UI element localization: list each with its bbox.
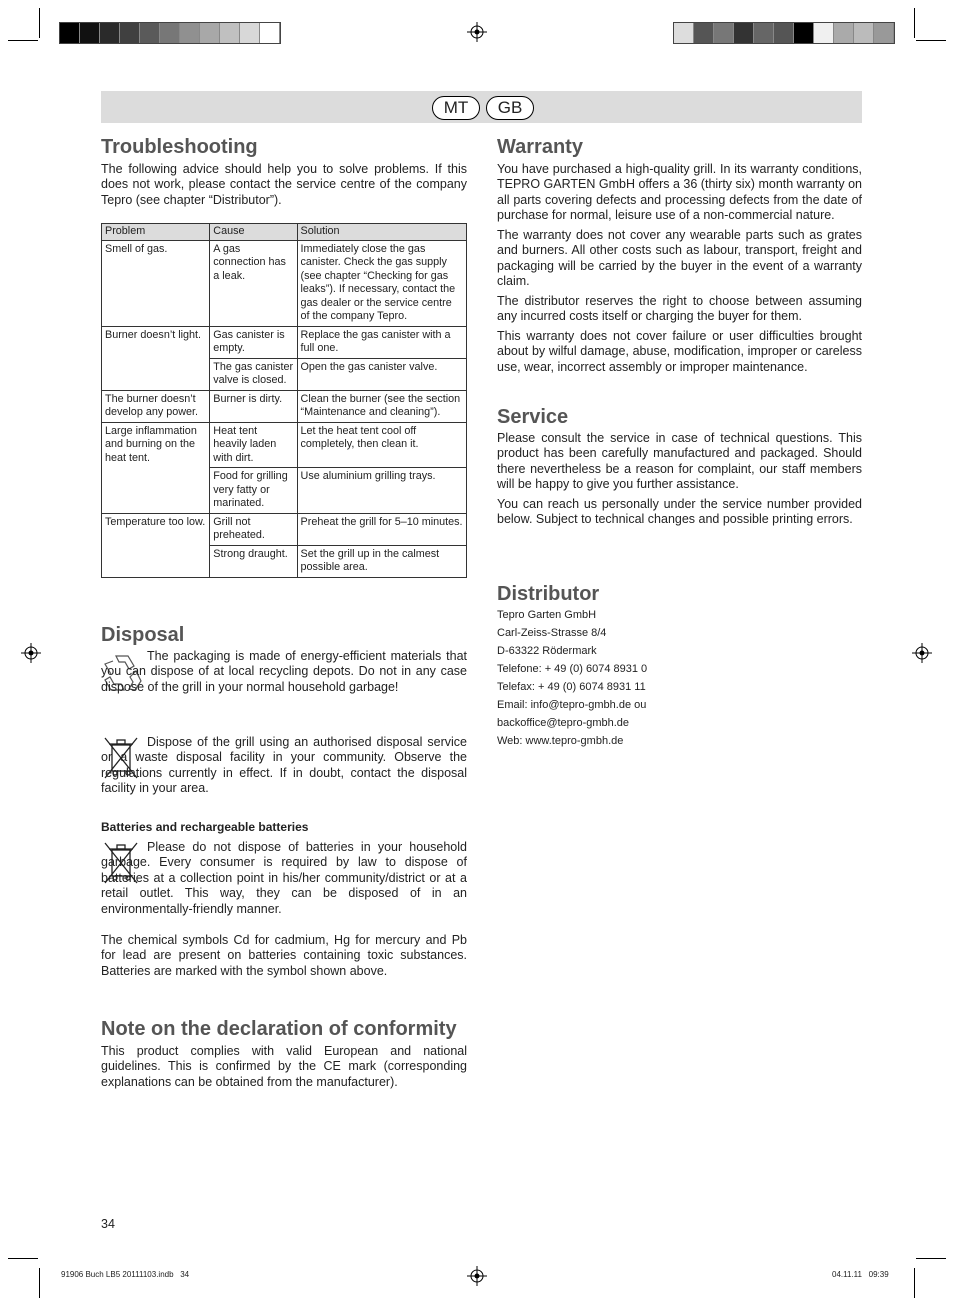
color-swatch [120,23,140,43]
page-number: 34 [101,1217,115,1231]
color-swatch [814,23,834,43]
conformity-text: This product complies with valid European and national guidelines. This is confirmed by the CE mark (corresponding explanations can be obtained from the manufacturer). [101,1044,467,1089]
color-swatch [180,23,200,43]
table-header-row [102,224,467,241]
warranty-p1: You have purchased a high-quality grill. In its warranty conditions, TEPRO GARTEN GmbH offers a 36 (thirty six) month warranty on all parts covering defects and processing defects from the date of purchase for normal, leisure use of a non-commercial nature. [497,162,862,223]
color-swatch [734,23,754,43]
distributor-line: Telefone: + 49 (0) 6074 8931 0 [497,663,648,675]
color-swatch [874,23,894,43]
cause-cell: Strong draught. [210,545,297,577]
service-p2: You can reach us personally under the service number provided below. Subject to technical changes and possible printing errors. [497,497,862,527]
batteries-text: Please do not dispose of batteries in your household garbage. Every consumer is required by law to dispose of batteries at a collection point in his/her community/district or at a retail outlet. This way, they can be disposed of in an environmentally-friendly manner. [101,840,467,916]
service-title: Service [497,406,569,428]
warranty-p3: The distributor reserves the right to choose between assuming any incurred costs itself or charging the buyer for them. [497,294,862,324]
footer-file-info: 91906 Buch LB5 20111103.indb 34 [61,1270,190,1279]
color-swatch [714,23,734,43]
cause-cell: Gas canister is empty. [210,326,297,358]
cause-cell: Burner is dirty. [210,390,297,422]
troubleshooting-title: Troubleshooting [101,136,258,158]
distributor-title: Distributor [497,583,600,605]
table-row [102,326,467,358]
color-swatch [160,23,180,43]
color-swatch [240,23,260,43]
cause-cell: Grill not preheated. [210,513,297,545]
lang-tab-mt: MT [432,96,480,120]
registration-target-icon [467,1266,487,1286]
lang-tab-gb: GB [486,96,534,120]
cause-cell: A gas connection has a leak. [210,240,297,326]
disposal-packaging-text: The packaging is made of energy-efficient materials that you can dispose of at local recycling depots. Do not in any case dispose of the grill in your normal household garbage! [101,649,467,694]
color-swatch [854,23,874,43]
disposal-grill-text: Dispose of the grill using an authorised disposal service or a waste disposal facility in your community. Observe the regulations currently in effect. If in doubt, contact the disposal facility in your area. [101,735,467,796]
table-row [102,422,467,468]
color-swatch [754,23,774,43]
solution-cell: Preheat the grill for 5–10 minutes. [297,513,466,545]
batteries-title: Batteries and rechargeable batteries [101,820,309,834]
color-swatch [60,23,80,43]
table-row [102,240,467,326]
chemicals-text: The chemical symbols Cd for cadmium, Hg for mercury and Pb for lead are present on batteries containing toxic substances. Batteries are marked with the symbol shown above. [101,933,467,978]
cause-cell: Food for grilling very fatty or marinated. [210,468,297,514]
color-bar-right [673,22,895,44]
distributor-line: D-63322 Rödermark [497,645,597,657]
color-swatch [834,23,854,43]
color-swatch [260,23,280,43]
color-swatch [100,23,120,43]
problem-cell: Burner doesn’t light. [102,326,210,390]
warranty-p2: The warranty does not cover any wearable parts such as grates and burners. All other costs such as labour, transport, freight and packaging will be carried by the buyer in the event of a warranty claim. [497,228,862,289]
conformity-title: Note on the declaration of conformity [101,1018,457,1040]
distributor-line: Email: info@tepro-gmbh.de ou [497,699,647,711]
problem-cell: Temperature too low. [102,513,210,577]
table-row [102,390,467,422]
distributor-line: backoffice@tepro-gmbh.de [497,717,630,729]
color-bar-left [59,22,281,44]
solution-cell: Let the heat tent cool off completely, then clean it. [297,422,466,468]
distributor-line: Web: www.tepro-gmbh.de [497,735,624,747]
distributor-line: Carl-Zeiss-Strasse 8/4 [497,627,607,639]
color-swatch [80,23,100,43]
warranty-title: Warranty [497,136,583,158]
troubleshooting-intro: The following advice should help you to solve problems. If this does not work, please contact the service centre of the company Tepro (see chapter “Distributor”). [101,162,467,207]
troubleshooting-table [101,223,467,578]
cause-cell: Heat tent heavily laden with dirt. [210,422,297,468]
color-swatch [140,23,160,43]
registration-target-icon [467,22,487,42]
problem-cell: The burner doesn’t develop any power. [102,390,210,422]
color-swatch [200,23,220,43]
footer-timestamp: 04.11.11 09:39 [832,1270,889,1279]
distributor-line: Telefax: + 49 (0) 6074 8931 11 [497,681,646,693]
header-solution: Solution [297,224,466,241]
solution-cell: Clean the burner (see the section “Maintenance and cleaning”). [297,390,466,422]
color-swatch [774,23,794,43]
registration-target-icon [912,643,932,663]
solution-cell: Open the gas canister valve. [297,358,466,390]
warranty-p4: This warranty does not cover failure or user difficulties brought about by wilful damage, abuse, modification, improper or careless use, wear, incorrect assembly or improper maintenance. [497,329,862,374]
disposal-title: Disposal [101,624,185,646]
color-swatch [674,23,694,43]
header-cause: Cause [210,224,297,241]
color-swatch [220,23,240,43]
header-problem: Problem [102,224,210,241]
solution-cell: Immediately close the gas canister. Check the gas supply (see chapter “Checking for gas leaks”). If necessary, contact the gas dealer or the service centre of the company Tepro. [297,240,466,326]
solution-cell: Use aluminium grilling trays. [297,468,466,514]
color-swatch [694,23,714,43]
color-swatch [794,23,814,43]
solution-cell: Set the grill up in the calmest possible area. [297,545,466,577]
table-row [102,513,467,545]
problem-cell: Large inflammation and burning on the heat tent. [102,422,210,513]
problem-cell: Smell of gas. [102,240,210,326]
cause-cell: The gas canister valve is closed. [210,358,297,390]
registration-target-icon [21,643,41,663]
service-p1: Please consult the service in case of technical questions. This product has been carefully manufactured and packaged. Should there nevertheless be a reason for complaint, our staff members will be happy to give you further assistance. [497,431,862,492]
distributor-line: Tepro Garten GmbH [497,609,597,621]
solution-cell: Replace the gas canister with a full one. [297,326,466,358]
header-band [101,91,862,123]
distributor-address [497,606,647,750]
